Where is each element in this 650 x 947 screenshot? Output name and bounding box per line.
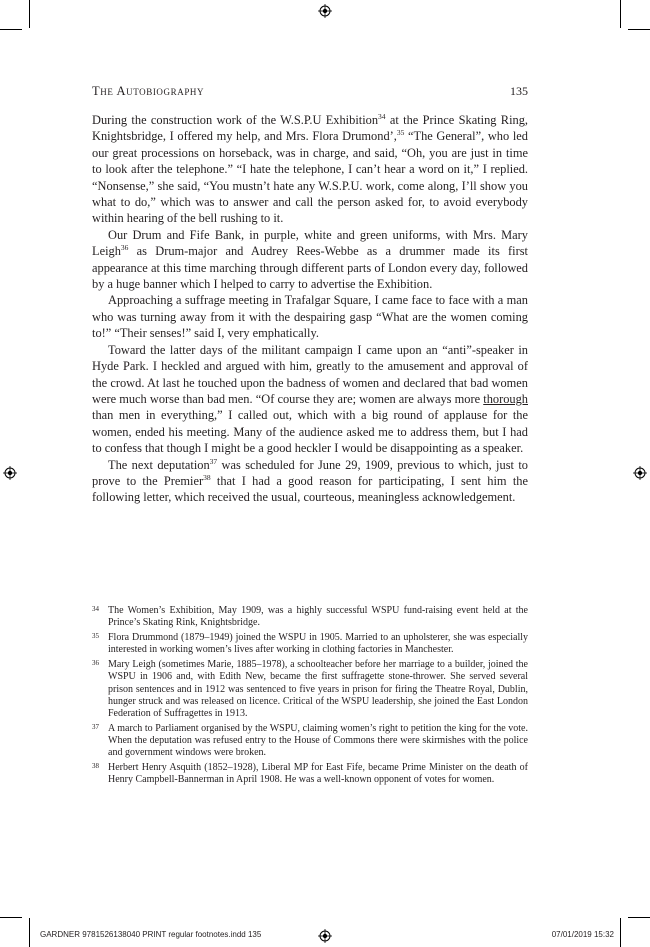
footnote	[92, 762, 528, 786]
footnote-text: A march to Parliament organised by the WSPU, claiming women’s right to petition the king for the vote. When the deputation was refused entry to the House of Commons there were skirmishes with the police and government windows were broken.	[108, 722, 528, 759]
footnote	[92, 605, 528, 629]
crop-mark-bottom-left-vertical	[29, 918, 30, 947]
crop-mark-top-right-horizontal	[628, 29, 650, 30]
footnote-number: 36	[92, 659, 99, 668]
registration-mark-icon	[318, 4, 332, 18]
registration-mark-icon	[3, 466, 17, 480]
crop-mark-bottom-right-horizontal	[628, 917, 650, 918]
slug-timestamp: 07/01/2019 15:32	[551, 930, 614, 939]
footnote-text: Herbert Henry Asquith (1852–1928), Liberal MP for East Fife, became Prime Minister on the death of Henry Campbell-Bannerman in April 1908. He was a well-known opponent of votes for women.	[108, 762, 528, 786]
paragraph: During the construction work of the W.S.P.U Exhibition$^{34}$ at the Prince Skating Ring, Knightsbridge, I offered my help, and Mrs. Flora Drumond’,$^{35}$ “The General”, who led our great processions on horseback, was in charge, and said, “Oh, you are just in time to look after the telephone.” “I hate the telephone, I can’t hear a word on it,” I replied. “Nonsense,” she said, “You mustn’t hate any W.S.P.U. work, come along, I’ll show you what to do,” which was to answer and call the person asked for, to avoid everybody within hearing of the bell rushing to it.	[92, 111, 528, 226]
paragraph: Toward the latter days of the militant campaign I came upon an “anti”-speaker in Hyde Park. I heckled and argued with him, greatly to the amusement and approval of the crowd. At last he touched upon the badness of women and declared that bad women were much worse than bad men. “Of course they are; women are always more thorough than men in everything,” I called out, which with a big round of applause for the women, ended his meeting. Many of the audience asked me to address them, but I had to confess that though I might be a good heckler I would be disappointing as a speaker.	[92, 342, 528, 456]
footnote-number: 34	[92, 605, 99, 613]
running-head: The Autobiography	[92, 84, 205, 98]
footnote-ref[interactable]: 35	[396, 128, 405, 138]
footnote-text: The Women’s Exhibition, May 1909, was a highly successful WSPU fund-raising event held at the Prince’s Skating Rink, Knightsbridge.	[108, 605, 528, 629]
footnote-ref[interactable]: 37	[209, 456, 218, 466]
footnote	[92, 632, 528, 656]
body-text	[92, 112, 528, 506]
slug-filename: GARDNER 9781526138040 PRINT regular footnotes.indd 135	[40, 930, 262, 939]
footnote-number: 37	[92, 722, 99, 731]
paragraph: The next deputation$^{37}$ was scheduled for June 29, 1909, previous to which, just to prove to the Premier$^{38}$ that I had a good reason for participating, I sent him the following letter, which received the usual, courteous, meaningless acknowledgement.	[92, 456, 528, 505]
footnote	[92, 723, 528, 759]
crop-mark-top-left-horizontal	[0, 29, 22, 30]
page-header	[92, 84, 528, 100]
crop-mark-bottom-right-vertical	[620, 918, 621, 947]
footnote-number: 38	[92, 762, 99, 771]
crop-mark-top-left-vertical	[29, 0, 30, 28]
page-number: 135	[510, 84, 528, 98]
footnote-text: Mary Leigh (sometimes Marie, 1885–1978), a schoolteacher before her marriage to a builder, joined the WSPU in 1906 and, with Edith New, became the first suffragette stone-thrower. She served several prison sentences and in 1912 was sentenced to five years in prison for firing the Theatre Royal, Dublin, hunger struck and was released on licence. Critical of the WSPU leadership, she joined the East London Federation of Suffragettes in 1913.	[108, 659, 528, 719]
footnote-number: 35	[92, 632, 99, 641]
registration-mark-icon	[633, 466, 647, 480]
paragraph: Approaching a suffrage meeting in Trafalgar Square, I came face to face with a man who was turning away from it with the despairing gasp “What are the women coming to!” “Their senses!” said I, very emphatically.	[92, 293, 528, 341]
footnote-ref[interactable]: 34	[378, 111, 386, 121]
crop-mark-top-right-vertical	[620, 0, 621, 28]
crop-mark-bottom-left-horizontal	[0, 917, 22, 918]
paragraph: Our Drum and Fife Bank, in purple, white and green uniforms, with Mrs. Mary Leigh$^{36}$ as Drum-major and Audrey Rees-Webbe as a drummer made its first appearance at this time marching through different parts of London every day, followed by a huge banner which I helped to carry to advertise the Exhibition.	[92, 227, 528, 292]
printer-slug	[40, 930, 614, 942]
footnote-text: Flora Drummond (1879–1949) joined the WSPU in 1905. Married to an upholsterer, she was especially interested in working women’s lives after working in clothing factories in Manchester.	[108, 632, 528, 656]
footnote	[92, 659, 528, 719]
footnotes	[92, 605, 528, 789]
underlined-word: thorough	[483, 391, 528, 406]
footnote-ref[interactable]: 38	[203, 472, 211, 482]
footnote-ref[interactable]: 36	[120, 243, 129, 253]
